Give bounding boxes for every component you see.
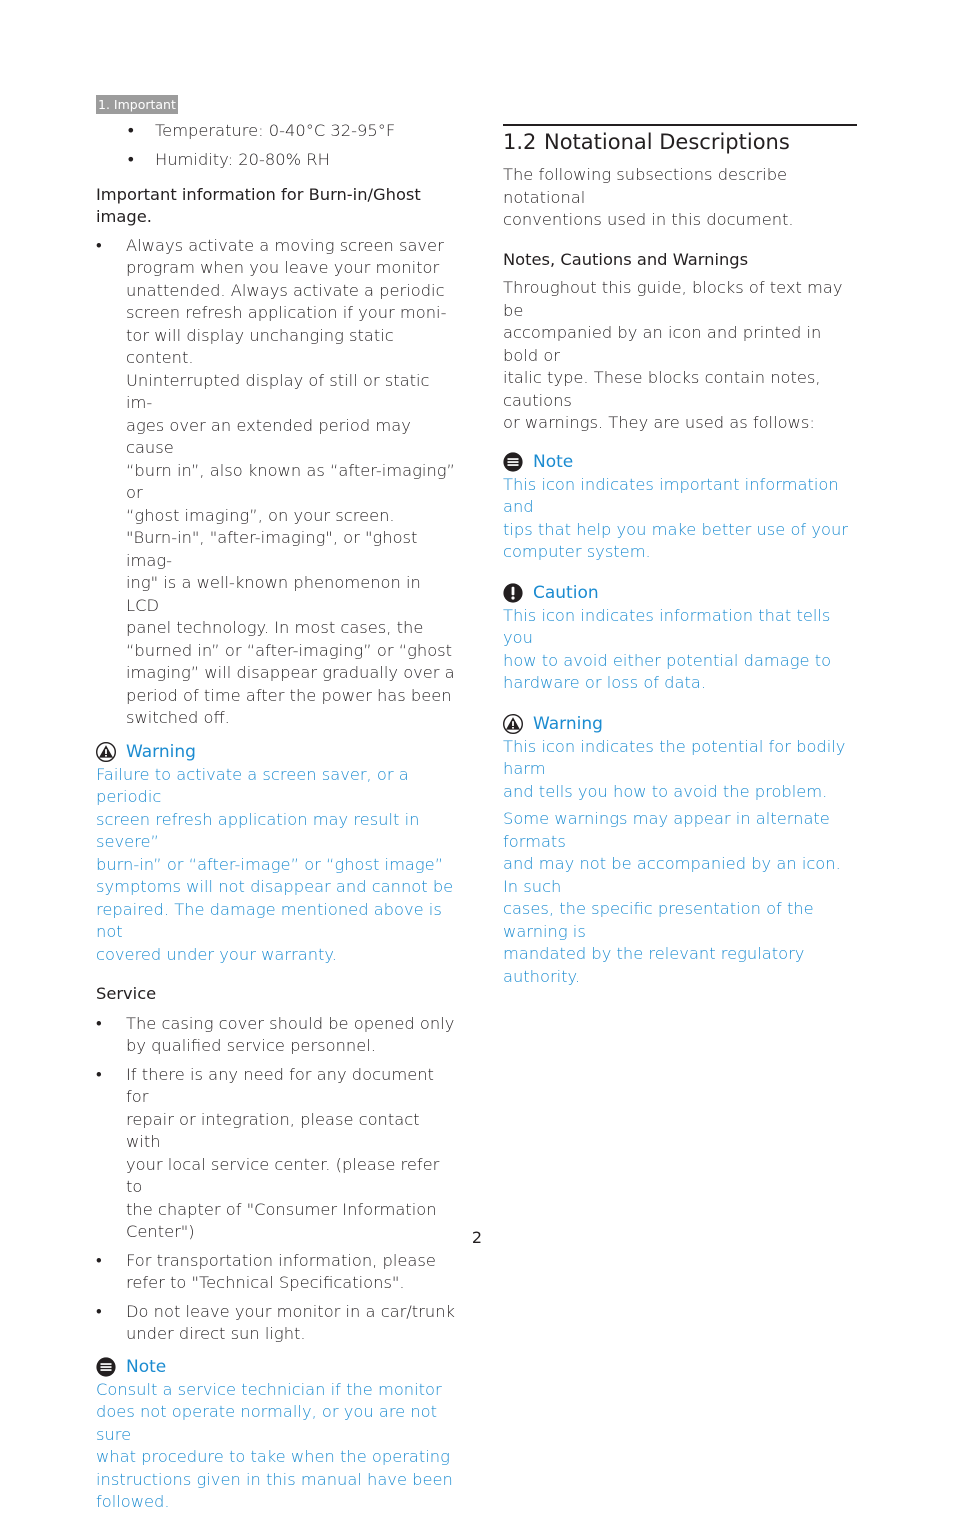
list-item xyxy=(96,1301,456,1346)
bullet: • xyxy=(126,121,136,140)
warning-block xyxy=(503,713,859,989)
text-line: italic type. These blocks contain notes, cautions xyxy=(503,368,821,410)
note-text xyxy=(503,474,859,564)
right-column xyxy=(503,124,859,988)
text-line: unattended. Always activate a periodic xyxy=(126,280,445,300)
humidity-text: Humidity: 20-80% RH xyxy=(155,150,330,169)
text-line: what procedure to take when the operating xyxy=(96,1447,450,1466)
section-number: 1.2 xyxy=(503,130,537,154)
service-note xyxy=(96,1356,456,1514)
bullet: • xyxy=(96,1064,102,1084)
left-column xyxy=(96,120,456,1514)
text-line: refer to "Technical Specifications". xyxy=(126,1273,405,1292)
text-line: repair or integration, please contact with xyxy=(126,1109,420,1151)
service-list xyxy=(96,1013,456,1346)
text-line: The casing cover should be opened only xyxy=(126,1013,455,1033)
text-line: the chapter of "Consumer Information xyxy=(126,1199,437,1219)
caution-header xyxy=(503,582,859,605)
bullet: • xyxy=(126,150,136,169)
service-heading: Service xyxy=(96,984,157,1003)
text-line: tips that help you make better use of your xyxy=(503,519,848,539)
text-line: accompanied by an icon and printed in bold or xyxy=(503,323,822,365)
warning-header xyxy=(503,713,859,736)
text-line: For transportation information, please xyxy=(126,1250,436,1270)
section-title-text: Notational Descriptions xyxy=(544,130,790,154)
burnin-warning xyxy=(96,741,456,967)
text-line: how to avoid either potential damage to xyxy=(503,650,832,670)
text-line: period of time after the power has been xyxy=(126,685,452,705)
text-line: ages over an extended period may cause xyxy=(126,415,411,457)
text-line: cases, the specific presentation of the warning is xyxy=(503,899,814,941)
bullet: • xyxy=(96,1301,102,1321)
text-line: by qualified service personnel. xyxy=(126,1036,376,1055)
text-line: computer system. xyxy=(503,542,651,561)
note-label: Note xyxy=(533,452,574,472)
text-line: instructions given in this manual have been xyxy=(96,1469,453,1489)
note-icon xyxy=(96,1357,116,1377)
warning-icon xyxy=(96,742,116,762)
text-line: program when you leave your monitor xyxy=(126,258,440,277)
heading-line: Important information for Burn-in/Ghost xyxy=(96,184,421,204)
text-line: tor will display unchanging static content. xyxy=(126,325,394,367)
warning-extra-text xyxy=(503,808,859,988)
warning-header xyxy=(96,741,456,764)
text-line: hardware or loss of data. xyxy=(503,673,707,692)
burnin-heading xyxy=(96,184,456,229)
chapter-tab: 1. Important xyxy=(98,97,176,112)
section-title xyxy=(503,128,859,156)
text-line: Always activate a moving screen saver xyxy=(126,235,444,255)
text-line: Failure to activate a screen saver, or a periodic xyxy=(96,764,409,806)
warning-text xyxy=(503,736,859,804)
text-line: “burn in”, also known as “after-imaging” or xyxy=(126,460,455,502)
text-line: If there is any need for any document for xyxy=(126,1064,434,1106)
text-line: “burned in” or “after-imaging” or “ghost xyxy=(126,640,453,660)
note-icon xyxy=(503,452,523,472)
burnin-paragraph xyxy=(126,235,456,730)
note-block xyxy=(503,451,859,564)
caution-label: Caution xyxy=(533,583,599,603)
text-line: This icon indicates the potential for bodily harm xyxy=(503,736,846,778)
text-line: screen refresh application may result in severe” xyxy=(96,809,420,851)
bullet: • xyxy=(96,1250,102,1270)
caution-block xyxy=(503,582,859,695)
text-line: Some warnings may appear in alternate formats xyxy=(503,809,830,851)
text-line: “ghost imaging”, on your screen. xyxy=(126,505,395,525)
text-line: repaired. The damage mentioned above is not xyxy=(96,899,442,941)
text-line: mandated by the relevant regulatory authority. xyxy=(503,944,805,986)
bullet: • xyxy=(96,235,102,255)
text-line: and may not be accompanied by an icon. In such xyxy=(503,854,841,896)
text-line: burn-in” or “after-image” or “ghost image” xyxy=(96,854,444,874)
text-line: ing" is a well-known phenomenon in LCD xyxy=(126,573,421,615)
text-line: followed. xyxy=(96,1492,170,1511)
temperature-text: Temperature: 0-40°C 32-95°F xyxy=(155,121,396,140)
warning-label: Warning xyxy=(126,742,196,762)
note-header xyxy=(503,451,859,474)
text-line: does not operate normally, or you are not sure xyxy=(96,1402,438,1444)
bullet: • xyxy=(96,1013,102,1033)
text-line: or warnings. They are used as follows: xyxy=(503,413,815,432)
text-line: symptoms will not disappear and cannot be xyxy=(96,877,454,896)
text-line: Center") xyxy=(126,1222,195,1241)
warning-text xyxy=(96,764,456,967)
notes-subheading: Notes, Cautions and Warnings xyxy=(503,249,749,269)
text-line: Throughout this guide, blocks of text may be xyxy=(503,278,843,320)
warning-label: Warning xyxy=(533,714,603,734)
note-text xyxy=(96,1379,456,1514)
burnin-list xyxy=(96,235,456,730)
text-line: Do not leave your monitor in a car/trunk xyxy=(126,1301,455,1321)
text-line: your local service center. (please refer to xyxy=(126,1154,440,1196)
text-line: covered under your warranty. xyxy=(96,944,337,964)
note-header xyxy=(96,1356,456,1379)
text-line: This icon indicates important information and xyxy=(503,474,839,516)
list-item xyxy=(126,149,456,172)
list-item xyxy=(126,120,456,143)
environment-list xyxy=(126,120,456,172)
page-number: 2 xyxy=(471,1228,483,1247)
intro-paragraph xyxy=(503,164,859,232)
text-line: "Burn-in", "after-imaging", or "ghost imag- xyxy=(126,528,418,570)
caution-icon xyxy=(503,583,523,603)
conventions-paragraph xyxy=(503,277,859,435)
list-item xyxy=(96,235,456,730)
section-rule xyxy=(503,124,857,126)
text-line: under direct sun light. xyxy=(126,1324,306,1343)
text-line: imaging” will disappear gradually over a xyxy=(126,663,455,682)
text-line: Consult a service technician if the monitor xyxy=(96,1379,442,1399)
caution-text xyxy=(503,605,859,695)
text-line: This icon indicates information that tells you xyxy=(503,605,831,647)
text-line: and tells you how to avoid the problem. xyxy=(503,781,828,801)
text-line: conventions used in this document. xyxy=(503,210,794,229)
list-item xyxy=(96,1013,456,1058)
note-label: Note xyxy=(126,1357,167,1377)
warning-icon xyxy=(503,714,523,734)
text-line: screen refresh application if your moni- xyxy=(126,303,447,322)
list-item xyxy=(96,1064,456,1244)
list-item xyxy=(96,1250,456,1295)
heading-line: image. xyxy=(96,207,152,226)
text-line: The following subsections describe notational xyxy=(503,165,788,207)
text-line: panel technology. In most cases, the xyxy=(126,618,424,637)
text-line: switched off. xyxy=(126,708,230,727)
text-line: Uninterrupted display of still or static im- xyxy=(126,370,430,412)
